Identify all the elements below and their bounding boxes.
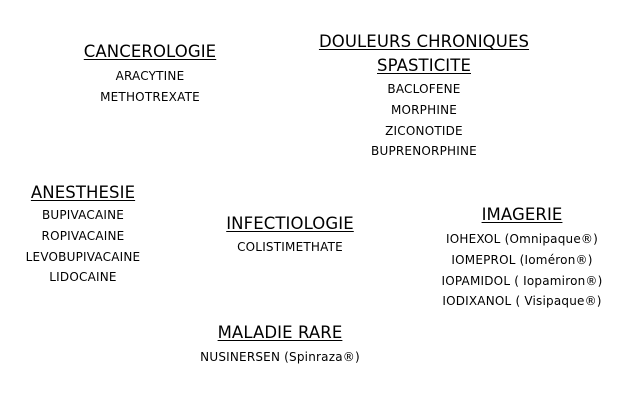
maladie-rare-heading: MALADIE RARE	[217, 323, 343, 342]
imagerie-drug-list	[412, 229, 630, 312]
imagerie-heading: IMAGERIE	[481, 205, 563, 224]
drug-item-bupivacaine: BUPIVACAINE	[41, 208, 125, 222]
drug-item-nusinersen: NUSINERSEN (Spinraza®)	[200, 350, 360, 364]
cancerologie-drug-list	[60, 66, 240, 108]
anesthesie-drug-list	[0, 205, 166, 288]
anesthesie-heading: ANESTHESIE	[30, 183, 136, 202]
cancerologie-heading: CANCEROLOGIE	[83, 42, 217, 61]
drug-item-colistimethate: COLISTIMETHATE	[237, 240, 343, 254]
drug-item-aracytine: ARACYTINE	[115, 69, 185, 83]
drug-item-iopamidol: IOPAMIDOL ( Iopamiron®)	[441, 273, 603, 288]
drug-item-baclofene: BACLOFENE	[387, 82, 461, 96]
drug-item-methotrexate: METHOTREXATE	[100, 89, 200, 104]
infectiologie-heading: INFECTIOLOGIE	[226, 214, 354, 233]
drug-item-morphine: MORPHINE	[390, 102, 458, 117]
douleurs-drug-list	[294, 79, 554, 162]
drug-item-ropivacaine: ROPIVACAINE	[41, 228, 125, 243]
douleurs-chroniques-heading: DOULEURS CHRONIQUES	[318, 32, 530, 51]
douleurs-chroniques-group	[294, 31, 554, 162]
cancerologie-group	[60, 41, 240, 108]
spasticite-heading: SPASTICITE	[377, 56, 471, 75]
drug-item-iomeprol: IOMEPROL (Ioméron®)	[451, 252, 593, 267]
drug-item-iohexol: IOHEXOL (Omnipaque®)	[445, 232, 598, 246]
drug-item-levobupivacaine: LEVOBUPIVACAINE	[25, 249, 141, 264]
infectiologie-group	[200, 213, 380, 258]
maladie-rare-drug-list	[170, 347, 390, 368]
drug-item-ziconotide: ZICONOTIDE	[385, 123, 463, 138]
drug-item-lidocaine: LIDOCAINE	[49, 270, 117, 285]
drug-item-buprenorphine: BUPRENORPHINE	[371, 144, 477, 159]
maladie-rare-group	[170, 322, 390, 368]
anesthesie-group	[0, 182, 166, 288]
drug-item-iodixanol: IODIXANOL ( Visipaque®)	[442, 294, 602, 309]
imagerie-group	[412, 204, 630, 312]
infectiologie-drug-list	[200, 237, 380, 258]
